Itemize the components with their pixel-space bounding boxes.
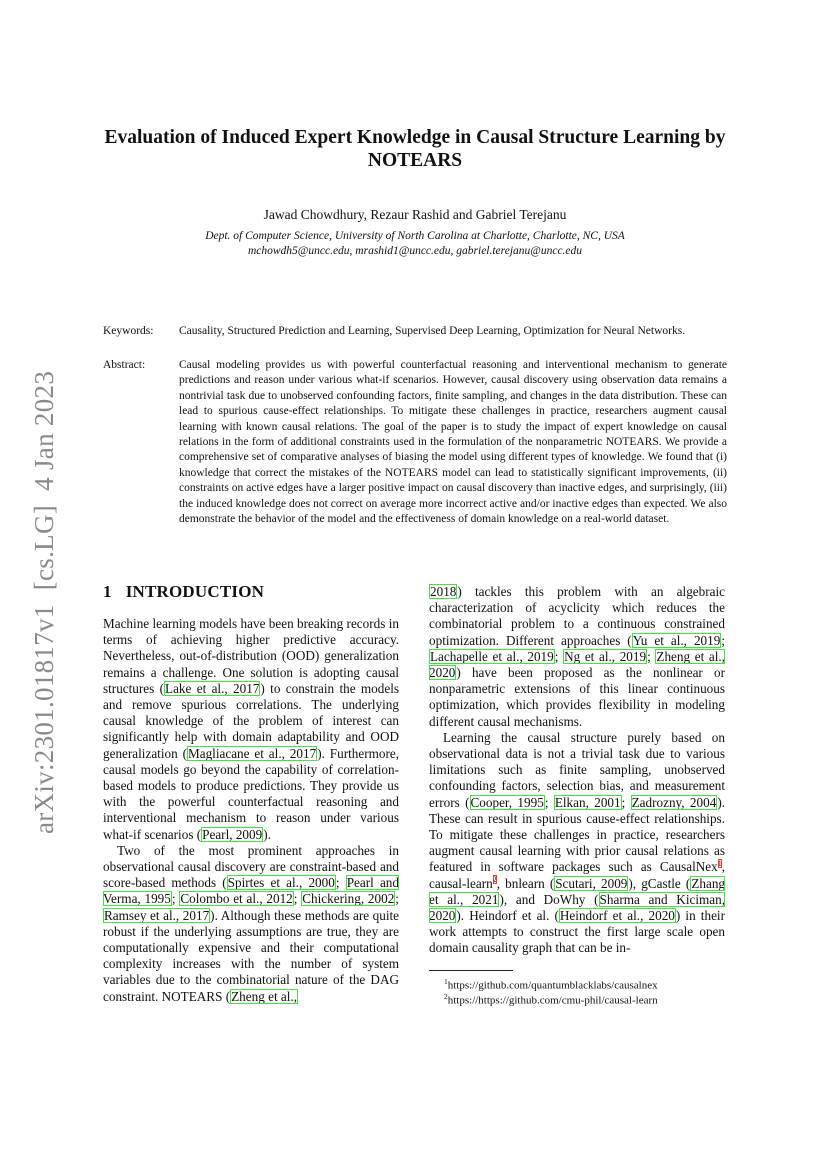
- arxiv-identifier: [8, 360, 68, 840]
- text-run: ), and DoWhy (: [499, 891, 599, 907]
- citation-link[interactable]: Chickering, 2002: [302, 891, 395, 907]
- abstract-label: Abstract:: [103, 359, 146, 371]
- author-emails: mchowdh5@uncc.edu, mrashid1@uncc.edu, gabriel.terejanu@uncc.edu: [247, 244, 583, 257]
- footnote: [444, 992, 658, 1007]
- section-heading: [103, 582, 264, 602]
- text-run: ) tackles this problem with an algebraic characterization of acyclicity which reduces the combinatorial problem to a continuous constrained optimization. Different approaches (: [429, 584, 725, 648]
- citation-link[interactable]: Ramsey et al., 2017: [104, 907, 210, 923]
- paper-title: Evaluation of Induced Expert Knowledge in Causal Structure Learning by NOTEARS: [104, 127, 726, 171]
- text-run: ;: [621, 794, 631, 810]
- paragraph: [429, 730, 725, 957]
- arxiv-identifier-text: arXiv:2301.01817v1 [cs.LG] 4 Jan 2023: [29, 370, 59, 834]
- footnote-divider: [429, 970, 513, 971]
- footnote-ref[interactable]: 2: [492, 875, 497, 885]
- citation-link[interactable]: Lake et al., 2017: [165, 680, 260, 696]
- left-column: [103, 616, 399, 1005]
- citation-link[interactable]: 2018: [430, 584, 457, 599]
- text-run: Machine learning models have been breaking records in terms of achieving higher predictive accuracy. Nevertheless, out-of-distribution (OOD) generalization remains a challenge. One solution is adopting causal structures (: [103, 616, 399, 696]
- text-run: Learning the causal structure purely based on observational data is not a trivial task due to various limitations such as finite sampling, unobserved confounding factors, selection bias, and measurement errors (: [429, 729, 725, 810]
- footnote-mark: 2: [444, 992, 448, 1001]
- citation-link[interactable]: Yu et al., 2019: [632, 632, 721, 648]
- abstract-text: Causal modeling provides us with powerful counterfactual reasoning and interventional mechanism to generate predictions and reason under various what-if scenarios. However, causal discovery using observation data remains a nontrivial task due to unobserved confounding factors, finite sampling, and changes in the data distribution. These can lead to spurious cause-effect relationships. To mitigate these challenges in practice, researchers augment causal learning with known causal relations. The goal of the paper is to study the impact of expert knowledge on causal relations in the form of additional constraints used in the formulation of the nonparametric NOTEARS. We provide a comprehensive set of comparative analyses of biasing the model using different types of knowledge. We found that (i) knowledge that correct the mistakes of the NOTEARS model can lead to statistically significant improvements, (ii) constraints on active edges have a larger positive impact on causal discovery than inactive edges, and surprisingly, (iii) the induced knowledge does not correct on average more incorrect active and/or inactive edges than expected. We also demonstrate the behavior of the model and the effectiveness of domain knowledge on a real-world dataset.: [179, 359, 727, 526]
- text-run: ;: [171, 891, 180, 907]
- citation-link[interactable]: Zheng et al., 2020: [429, 648, 725, 681]
- affiliation-block: [90, 229, 740, 258]
- footnote-ref[interactable]: 1: [717, 859, 722, 869]
- citation-link[interactable]: Scutari, 2009: [555, 875, 628, 891]
- keywords-label: Keywords:: [103, 325, 154, 337]
- citation-link[interactable]: Spirtes et al., 2000: [227, 875, 335, 891]
- citation-link[interactable]: Sharma and Kiciman, 2020: [429, 891, 726, 924]
- paragraph: [429, 584, 725, 730]
- citation-link[interactable]: Elkan, 2001: [554, 794, 621, 810]
- citation-link[interactable]: Ng et al., 2019: [564, 648, 647, 664]
- text-run: ;: [293, 891, 302, 907]
- paragraph: [103, 616, 399, 843]
- text-run: ). Heindorf et al. (: [456, 908, 559, 924]
- text-run: , causal-learn: [429, 859, 725, 891]
- paragraph: [103, 843, 399, 1005]
- text-run: ) have been proposed as the nonlinear or nonparametric extensions of this linear continuous optimization, which provides flexibility in modeling different causal mechanisms.: [429, 665, 725, 729]
- section-title: INTRODUCTION: [125, 582, 265, 601]
- text-run: ;: [554, 648, 564, 664]
- citation-link[interactable]: Lachapelle et al., 2019: [430, 648, 554, 664]
- text-run: ;: [335, 875, 346, 891]
- author-list: Jawad Chowdhury, Rezaur Rashid and Gabriel Terejanu: [263, 207, 567, 222]
- citation-link[interactable]: Pearl and Verma, 1995: [103, 875, 399, 907]
- citation-link[interactable]: Magliacane et al., 2017: [187, 745, 317, 761]
- text-run: ;: [647, 648, 656, 664]
- citation-link[interactable]: Colombo et al., 2012: [180, 891, 293, 907]
- citation-link[interactable]: Pearl, 2009: [202, 826, 263, 842]
- text-run: ). Furthermore, causal models go beyond the capability of correlation-based models to produce predictions. They provide us with the powerful counterfactual reasoning and interventional mechanism to reason under various what-if scenarios (: [103, 745, 399, 842]
- keywords-text: Causality, Structured Prediction and Learning, Supervised Deep Learning, Optimization for Neural Networks.: [179, 325, 686, 337]
- text-run: ).: [263, 826, 271, 842]
- text-run: ;: [395, 891, 399, 907]
- citation-link[interactable]: Zheng et al.,: [231, 988, 298, 1004]
- affiliation: Dept. of Computer Science, University of North Carolina at Charlotte, Charlotte, NC, USA: [205, 230, 625, 242]
- text-run: Two of the most prominent approaches in observational causal discovery are constraint-based and score-based methods (: [103, 842, 399, 891]
- text-run: ) in their work attempts to construct the first large scale open domain causality graph that can be in-: [429, 908, 725, 956]
- citation-link[interactable]: Heindorf et al., 2020: [559, 908, 675, 924]
- right-column: [429, 584, 725, 957]
- text-run: , bnlearn (: [496, 875, 555, 891]
- footnote: [444, 977, 658, 992]
- footnote-url[interactable]: https://https://github.com/cmu-phil/causal-learn: [447, 994, 658, 1007]
- citation-link[interactable]: Cooper, 1995: [470, 794, 544, 810]
- text-run: ), gCastle (: [628, 875, 691, 891]
- footnote-url[interactable]: https://github.com/quantumblacklabs/causalnex: [447, 979, 658, 992]
- footnote-mark: 1: [444, 977, 448, 986]
- citation-link[interactable]: Zadrozny, 2004: [631, 794, 717, 810]
- section-number: 1: [103, 582, 112, 601]
- citation-link[interactable]: Zhang et al., 2021: [429, 875, 726, 907]
- text-run: ). Although these methods are quite robust if the underlying assumptions are true, they are computationally expensive and their computational complexity increases with the number of system variables due to the combinatorial nature of the DAG constraint. NOTEARS (: [103, 907, 399, 1004]
- text-run: ;: [721, 632, 725, 648]
- arxiv-identifier-svg: [8, 360, 68, 840]
- text-run: ). These can result in spurious cause-effect relationships. To mitigate these challenges in practice, researchers augment causal learning with prior causal relations as featured in software packages such as CausalNex: [429, 794, 726, 875]
- text-run: ;: [544, 794, 554, 810]
- text-run: ) to constrain the models and remove spurious correlations. The underlying causal knowledge of the problem of interest can significantly help with domain adaptability and OOD generalization (: [103, 680, 399, 761]
